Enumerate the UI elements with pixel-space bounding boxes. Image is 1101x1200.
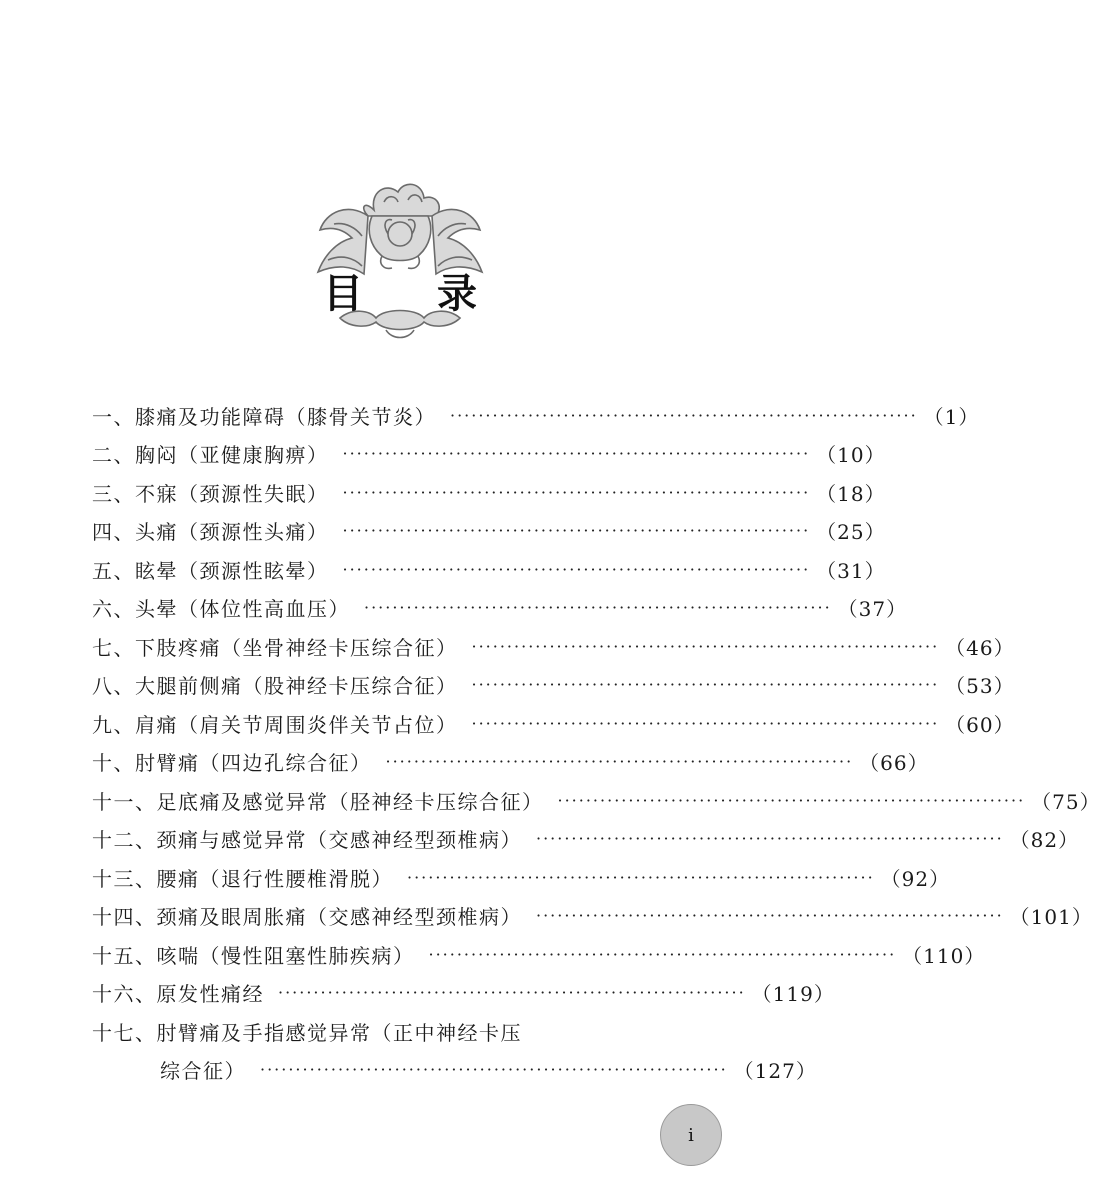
table-of-contents	[92, 396, 1101, 1089]
toc-entry-label: 十三、腰痛（退行性腰椎滑脱）	[92, 866, 393, 891]
leader-dots: ··································································	[536, 829, 1004, 849]
leader-dots: ··································································	[471, 675, 940, 695]
leader-dots: ··································································	[536, 906, 1004, 926]
toc-entry-label: 十一、足底痛及感觉异常（胫神经卡压综合征）	[92, 789, 544, 814]
toc-entry-page: （60）	[945, 712, 1015, 737]
toc-entry-label: 四、头痛（颈源性头痛）	[92, 520, 329, 545]
toc-entry-continuation[interactable]	[92, 1051, 817, 1090]
toc-entry[interactable]	[92, 781, 1101, 820]
toc-entry-page: （18）	[816, 481, 886, 506]
toc-entry-label: 一、膝痛及功能障碍（膝骨关节炎）	[92, 404, 436, 429]
toc-entry-label: 十、肘臂痛（四边孔综合征）	[92, 751, 372, 776]
toc-entry-label: 十五、咳喘（慢性阻塞性肺疾病）	[92, 943, 415, 968]
toc-entry-page: （75）	[1031, 789, 1101, 814]
leader-dots: ··································································	[557, 790, 1026, 810]
toc-entry-label: 十四、颈痛及眼周胀痛（交感神经型颈椎病）	[92, 905, 522, 930]
leader-dots: ··································································	[260, 1060, 728, 1080]
leader-dots: ··································································	[471, 713, 940, 733]
toc-entry-page: （31）	[816, 558, 886, 583]
toc-entry-page: （92）	[880, 866, 951, 891]
leader-dots: ··································································	[428, 944, 897, 964]
leader-dots: ··································································	[278, 983, 746, 1003]
toc-entry-page: （119）	[751, 982, 835, 1007]
leader-dots: ··································································	[364, 598, 832, 618]
toc-entry[interactable]	[92, 897, 1093, 936]
toc-entry[interactable]	[92, 820, 1080, 859]
toc-entry[interactable]	[92, 704, 1015, 743]
toc-entry[interactable]	[92, 473, 886, 512]
toc-entry-label: 六、头晕（体位性高血压）	[92, 597, 350, 622]
toc-entry-page: （66）	[859, 751, 929, 776]
leader-dots: ··································································	[342, 444, 811, 464]
toc-entry[interactable]	[92, 743, 929, 782]
leader-dots: ··································································	[342, 521, 811, 541]
toc-entry-page: （1）	[923, 404, 980, 429]
toc-entry-label: 五、眩晕（颈源性眩晕）	[92, 558, 329, 583]
toc-entry-page: （37）	[837, 597, 908, 622]
leader-dots: ··································································	[407, 867, 875, 887]
toc-entry-label: 十六、原发性痛经	[92, 982, 264, 1007]
toc-entry-page: （101）	[1009, 905, 1093, 930]
toc-entry[interactable]	[92, 627, 1015, 666]
toc-entry-page: （127）	[733, 1059, 817, 1084]
toc-entry-page: （46）	[945, 635, 1015, 660]
toc-entry-page: （53）	[945, 674, 1015, 699]
toc-entry[interactable]	[92, 935, 986, 974]
toc-entry-label: 九、肩痛（肩关节周围炎伴关节占位）	[92, 712, 458, 737]
toc-entry-label-continuation: 综合征）	[160, 1059, 246, 1084]
toc-entry-label: 十二、颈痛与感觉异常（交感神经型颈椎病）	[92, 828, 522, 853]
toc-entry[interactable]	[92, 435, 886, 474]
page-number-badge	[660, 1104, 722, 1166]
toc-entry-page: （110）	[902, 943, 986, 968]
toc-entry-label: 八、大腿前侧痛（股神经卡压综合征）	[92, 674, 458, 699]
leader-dots: ··································································	[342, 559, 811, 579]
toc-entry-page: （82）	[1009, 828, 1080, 853]
toc-entry-page: （25）	[816, 520, 886, 545]
toc-entry[interactable]	[92, 396, 980, 435]
leader-dots: ··································································	[450, 405, 918, 425]
toc-entry[interactable]	[92, 858, 951, 897]
page-title: 目 录	[323, 271, 507, 317]
toc-entry-label: 十七、肘臂痛及手指感觉异常（正中神经卡压	[92, 1020, 522, 1045]
page-number: i	[688, 1124, 694, 1146]
leader-dots: ··································································	[342, 482, 811, 502]
toc-entry[interactable]	[92, 589, 908, 628]
toc-entry[interactable]	[92, 550, 886, 589]
leader-dots: ··································································	[385, 752, 854, 772]
toc-entry[interactable]	[92, 512, 886, 551]
toc-entry[interactable]	[92, 974, 835, 1013]
toc-entry-page: （10）	[816, 443, 886, 468]
toc-entry-label: 二、胸闷（亚健康胸痹）	[92, 443, 329, 468]
leader-dots: ··································································	[471, 636, 940, 656]
toc-entry-label: 三、不寐（颈源性失眠）	[92, 481, 329, 506]
toc-entry[interactable]	[92, 666, 1015, 705]
toc-entry-label: 七、下肢疼痛（坐骨神经卡压综合征）	[92, 635, 458, 660]
toc-entry[interactable]	[92, 1012, 710, 1051]
